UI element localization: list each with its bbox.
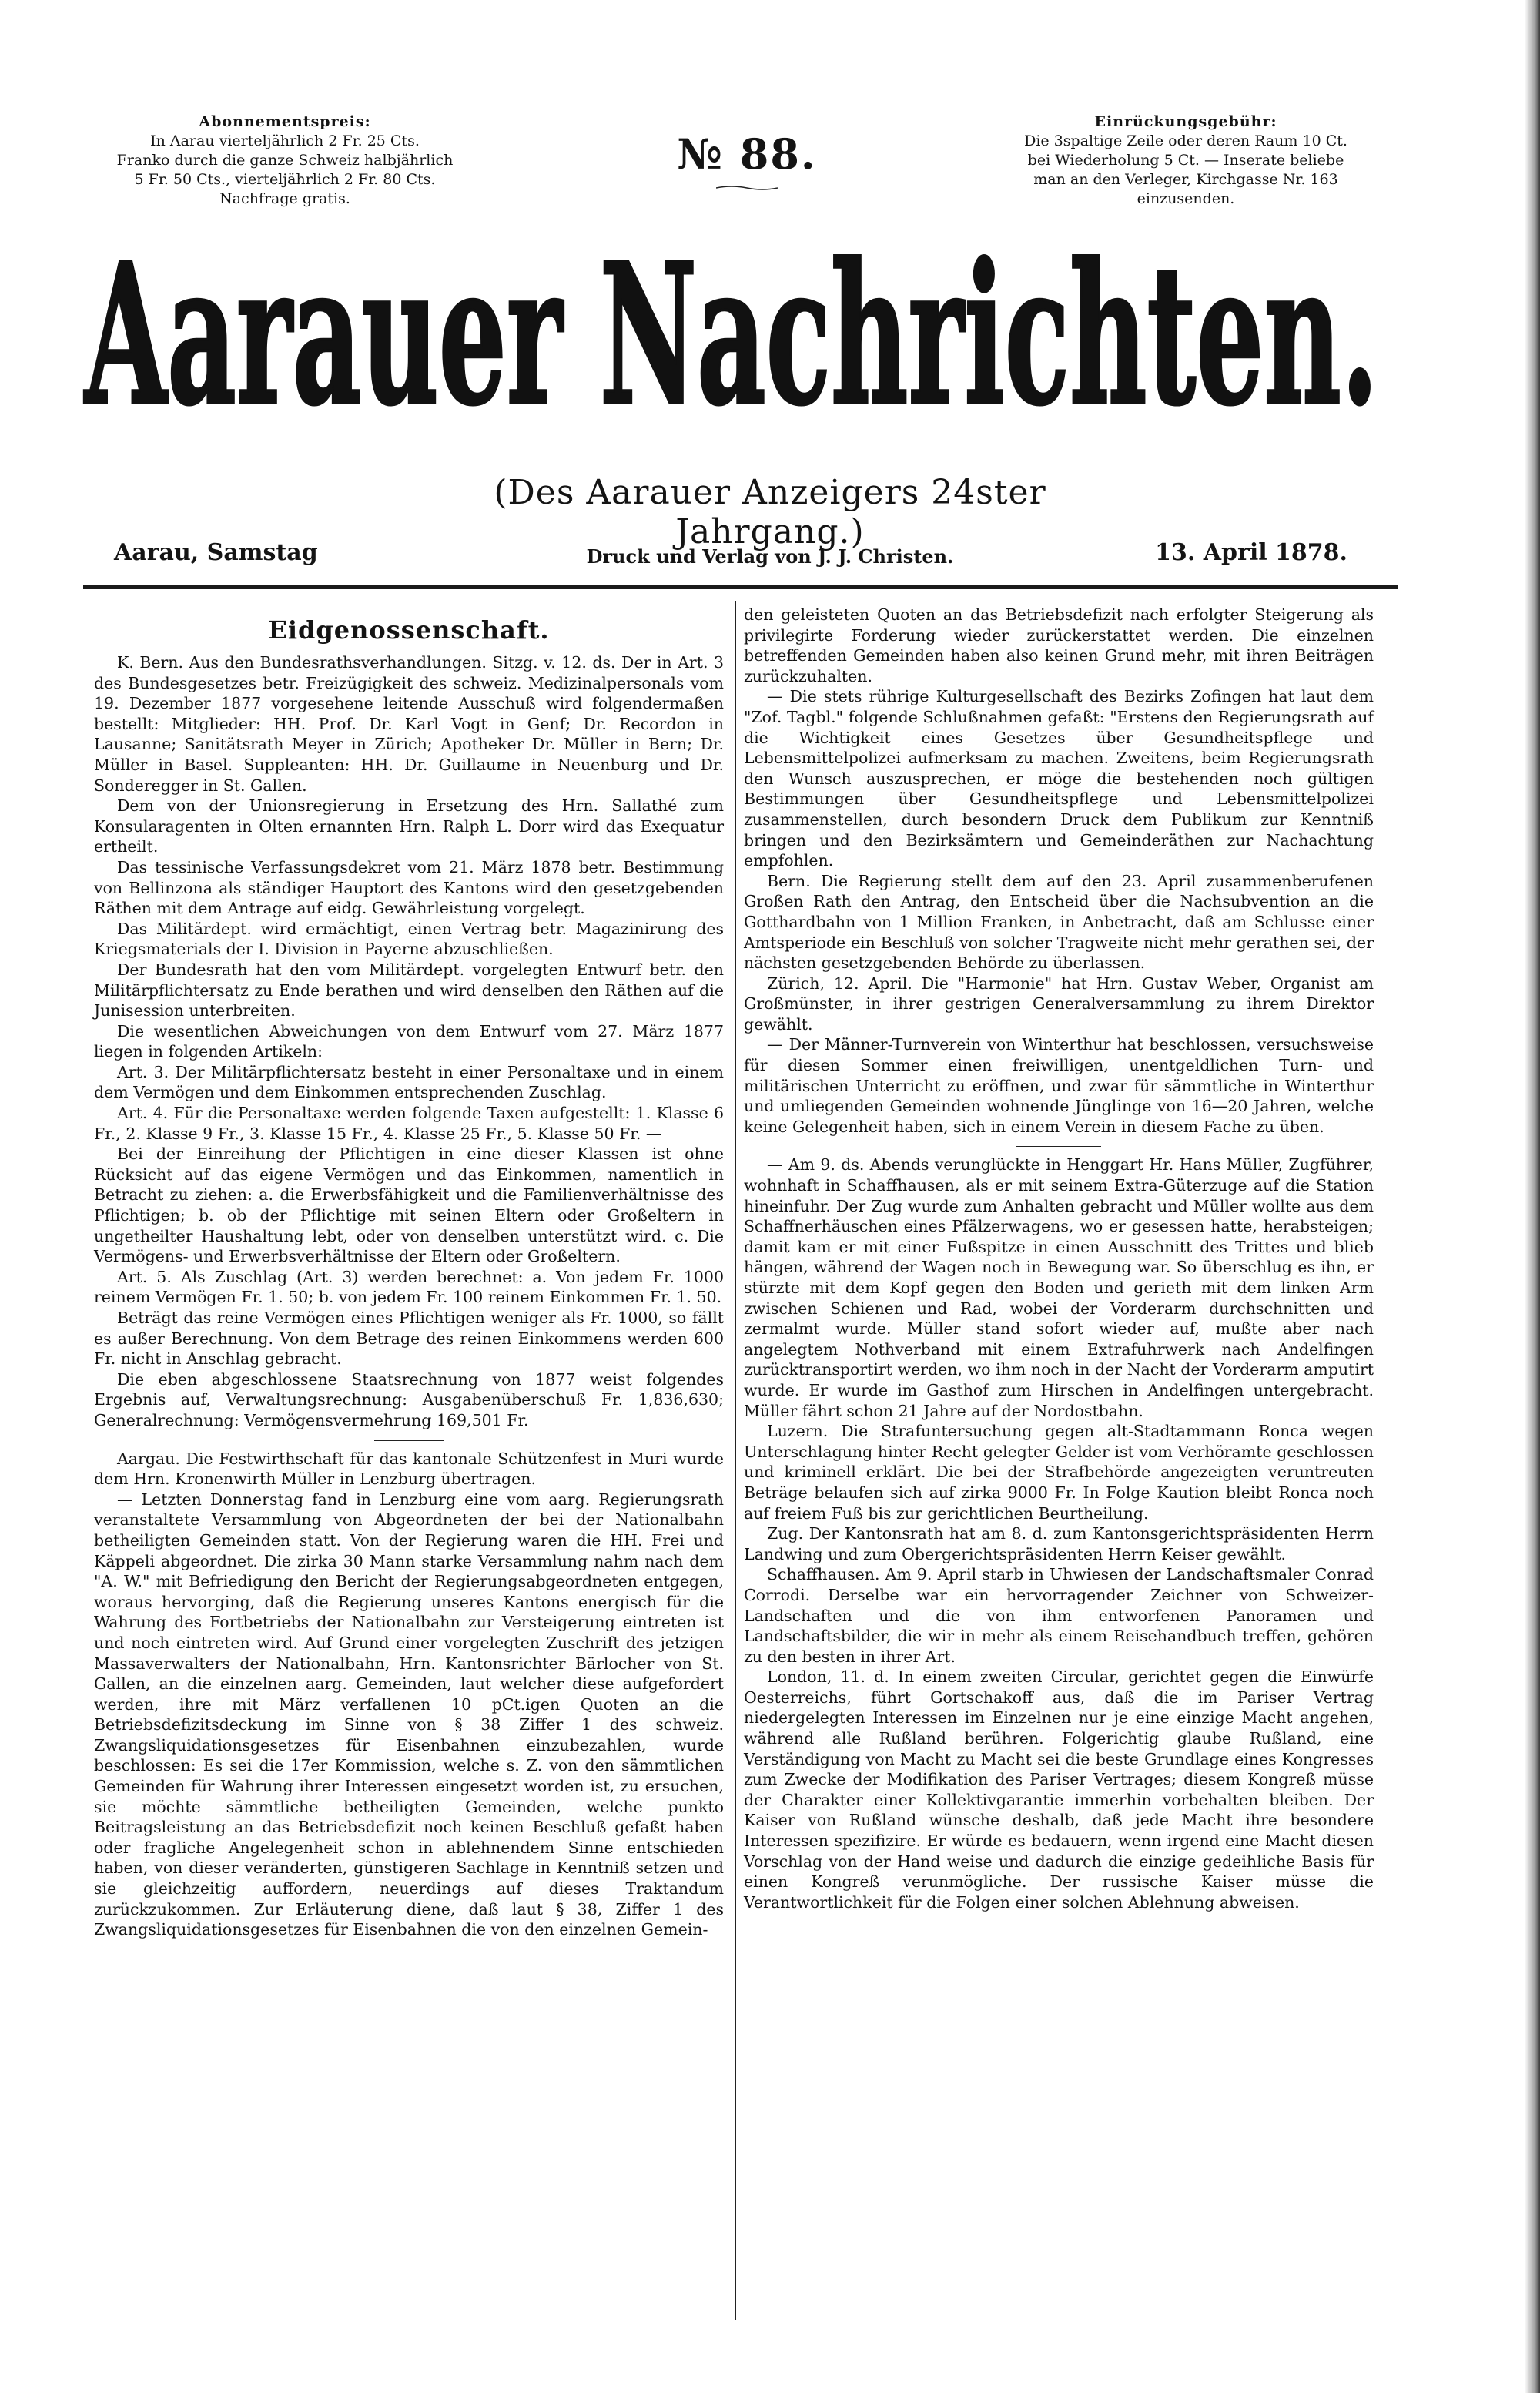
article-paragraph: Das Militärdept. wird ermächtigt, einen Vertrag betr. Magazinirung des Kriegsmaterials der I. Division in Payerne abzuschließen.: [94, 919, 724, 959]
printer-line: Druck und Verlag von J. J. Christen.: [586, 545, 954, 568]
article-paragraph: Zug. Der Kantonsrath hat am 8. d. zum Kantonsgerichtspräsidenten Herrn Landwing und zum Obergerichtspräsidenten Herrn Keiser gewählt.: [744, 1524, 1374, 1563]
issue-date: 13. April 1878.: [1155, 539, 1348, 566]
insertion-line: Die 3spaltige Zeile oder deren Raum 10 Ct.: [1024, 132, 1348, 149]
insertion-line: man an den Verleger, Kirchgasse Nr. 163: [1033, 171, 1338, 188]
place-day: Aarau, Samstag: [114, 539, 318, 566]
article-paragraph: Beträgt das reine Vermögen eines Pflichtigen weniger als Fr. 1000, so fällt es außer Berechnung. Von dem Betrage des reinen Einkommens werden 600 Fr. nicht in Anschlag gebracht.: [94, 1309, 724, 1369]
subscription-line: Nachfrage gratis.: [219, 190, 350, 207]
article-paragraph: London, 11. d. In einem zweiten Circular, gerichtet gegen die Einwürfe Oesterreichs, führt Gortschakoff aus, daß die im Pariser Vertrag niedergelegten Interessen im Einzelnen nur je eine einzige Macht angehen, während alle Rußland berühren. Folgerichtig glaube Rußland, eine Verständigung von Macht zu Macht sei die beste Grundlage eines Kongresses zum Zwecke der Modifikation des Pariser Vertrages; diesem Kongreß müsse der Charakter einer Kollektivgarantie immerhin vorbehalten bleiben. Der Kaiser von Rußland wünsche deshalb, daß jede Macht ihre besondere Interessen spezifizire. Er würde es bedauern, wenn irgend eine Macht diesen Vorschlag von der Hand weise und dadurch die einzige gedeihliche Basis für einen Kongreß verunmögliche. Der russische Kaiser müsse die Verantwortlichkeit für die Folgen einer solchen Ablehnung abweisen.: [744, 1667, 1374, 1912]
insertion-heading: Einrückungsgebühr:: [1094, 113, 1277, 130]
article-paragraph: — Letzten Donnerstag fand in Lenzburg eine vom aarg. Regierungsrath veranstaltete Versammlung von Abgeordneten der bei der Nationalbahn betheiligten Gemeinden statt. Von der Regierung waren die HH. Frei und Käppeli abgeordnet. Die zirka 30 Mann starke Versammlung nahm nach dem "A. W." mit Befriedigung den Bericht der Regierungsabgeordneten entgegen, woraus hervorging, daß die Regierung unseres Kantons energisch für die Wahrung des Fortbetriebs der Nationalbahn zur Versteigerung eintreten ist und noch eintreten wird. Auf Grund einer vorgelegten Zuschrift des jetzigen Massaverwalters der Nationalbahn, Hrn. Kantonsrichter Bärlocher von St. Gallen, an die einzelnen aarg. Gemeinden, laut welcher diese aufgefordert werden, ihre mit März verfallenen 10 pCt.igen Quoten an die Betriebsdefizitsdeckung im Sinne von § 38 Ziffer 1 des schweiz. Zwangsliquidationsgesetzes für Eisenbahnen einzubezahlen, wurde beschlossen: Es sei die 17er Kommission, welche s. Z. von den sämmtlichen Gemeinden für Wahrung ihrer Interessen eingesetzt worden ist, zu ersuchen, sie möchte sämmtliche betheiligten Gemeinden, welche punkto Beitragsleistung an das Betriebsdefizit noch keinen Beschluß gefaßt haben oder fragliche Angelegenheit schon in ablehnendem Sinne entschieden haben, von dieser veränderten, günstigeren Sachlage in Kenntniß setzen und sie gleichzeitig auffordern, neuerdings auf dieses Traktandum zurückzukommen. Zur Erläuterung diene, daß laut § 38, Ziffer 1 des Zwangsliquidationsgesetzes für Eisenbahnen die von den einzelnen Gemein-: [94, 1490, 724, 1939]
right-column: [744, 605, 1374, 1912]
subscription-line: 5 Fr. 50 Cts., vierteljährlich 2 Fr. 80 Cts.: [134, 171, 436, 188]
article-paragraph: Dem von der Unionsregierung in Ersetzung des Hrn. Sallathé zum Konsularagenten in Olten ernannten Hrn. Ralph L. Dorr wird das Exequatur ertheilt.: [94, 796, 724, 856]
article-paragraph: Bei der Einreihung der Pflichtigen in eine dieser Klassen ist ohne Rücksicht auf das eigene Vermögen und das Einkommen, namentlich in Betracht zu ziehen: a. die Erwerbsfähigkeit und die Familienverhältnisse des Pflichtigen; b. ob der Pflichtige mit seinen Eltern oder Großeltern in ungetheilter Haushaltung lebt, oder von denselben unterstützt wird. c. Die Vermögens- und Erwerbsverhältnisse der Eltern oder Großeltern.: [94, 1145, 724, 1266]
article-paragraph: Der Bundesrath hat den vom Militärdept. vorgelegten Entwurf betr. den Militärpflichtersatz zu Ende berathen und wird denselben den Räthen auf die Junisession unterbreiten.: [94, 960, 724, 1021]
insertion-line: bei Wiederholung 5 Ct. — Inserate beliebe: [1027, 152, 1344, 169]
separator: [1016, 1146, 1101, 1147]
article-paragraph: Die eben abgeschlossene Staatsrechnung von 1877 weist folgendes Ergebnis auf, Verwaltungsrechnung: Ausgabenüberschuß Fr. 1,836,630; Generalrechnung: Vermögensvermehrung 169,501 Fr.: [94, 1369, 724, 1429]
column-divider: [735, 601, 736, 2320]
page-edge-shadow: [1525, 0, 1540, 2393]
subtitle: (Des Aarauer Anzeigers 24ster Jahrgang.): [494, 473, 1046, 551]
insertion-line: einzusenden.: [1137, 190, 1235, 207]
section-title: Eidgenossenschaft.: [268, 615, 550, 645]
article-paragraph: Zürich, 12. April. Die "Harmonie" hat Hrn. Gustav Weber, Organist am Großmünster, in ihrer gestrigen Generalversammlung zu ihrem Direktor gewählt.: [744, 974, 1374, 1034]
separator: [374, 1440, 444, 1441]
article-paragraph: Bern. Die Regierung stellt dem auf den 23. April zusammenberufenen Großen Rath den Antrag, den Entscheid über die Nachsubvention an die Gotthardbahn von 1 Million Franken, in Anbetracht, daß am Schlusse einer Amtsperiode ein Beschluß von solcher Tragweite nicht mehr gerathen sei, der nächsten gesetzgebenden Behörde zu überlassen.: [744, 871, 1374, 973]
article-paragraph: — Am 9. ds. Abends verunglückte in Henggart Hr. Hans Müller, Zugführer, wohnhaft in Schaffhausen, als er mit seinem Extra-Güterzuge auf die Station hineinfuhr. Der Zug wurde zum Anhalten gebracht und Müller wollte aus dem Schaffnerhäuschen eines Pfälzerwagens, wo er gesessen hatte, herabsteigen; damit kam er mit einer Fußspitze in einen Ausschnitt des Trittes und blieb hängen, während der Wagen noch in Bewegung war. So überschlug es ihn, er stürzte mit dem Kopf gegen den Boden und gerieth mit dem linken Arm zwischen Schienen und Rad, wobei der Vorderarm durchschnitten und zermalmt wurde. Müller stand sofort wieder auf, mußte aber nach angelegtem Nothverband mit einem Extrafuhrwerk nach Andelfingen zurücktransportirt werden, wo ihm noch in der Nacht der Vorderarm amputirt wurde. Er wurde im Gasthof zum Hirschen in Andelfingen untergebracht. Müller fährt schon 21 Jahre auf der Nordostbahn.: [744, 1155, 1374, 1420]
article-paragraph: Art. 3. Der Militärpflichtersatz besteht in einer Personaltaxe und in einem dem Vermögen und dem Einkommen entsprechenden Zuschlag.: [94, 1062, 724, 1102]
header-rule: [83, 585, 1398, 589]
article-paragraph: Die wesentlichen Abweichungen von dem Entwurf vom 27. März 1877 liegen in folgenden Artikeln:: [94, 1021, 724, 1061]
masthead: [77, 225, 1386, 456]
article-paragraph: — Der Männer-Turnverein von Winterthur hat beschlossen, versuchsweise für diesen Sommer einen freiwilligen, unentgeldlichen Turn- und militärischen Unterricht zu eröffnen, und zwar für sämmtliche in Winterthur und umliegenden Gemeinden wohnende Jünglinge von 16—20 Jahren, welche keine Gelegenheit haben, sich in einem Verein in diesem Fache zu üben.: [744, 1035, 1374, 1136]
article-paragraph: Art. 4. Für die Personaltaxe werden folgende Taxen aufgestellt: 1. Klasse 6 Fr., 2. Klasse 9 Fr., 3. Klasse 15 Fr., 4. Klasse 25 Fr., 5. Klasse 50 Fr. —: [94, 1104, 724, 1143]
article-paragraph: Das tessinische Verfassungsdekret vom 21. März 1878 betr. Bestimmung von Bellinzona als ständiger Hauptort des Kantons wird den gesetzgebenden Räthen mit dem Antrage auf eidg. Gewährleistung vorgelegt.: [94, 857, 724, 918]
article-paragraph: den geleisteten Quoten an das Betriebsdefizit nach erfolgter Steigerung als privilegirte Forderung wieder zurückerstattet werden. Die einzelnen betreffenden Gemeinden haben also keinen Grund mehr, mit ihren Beiträgen zurückzuhalten.: [744, 605, 1374, 685]
masthead-title: Aarauer Nachrichten.: [83, 225, 1378, 447]
insertion-fee-box: [1001, 112, 1371, 209]
article-paragraph: — Die stets rührige Kulturgesellschaft des Bezirks Zofingen hat laut dem "Zof. Tagbl." folgende Schlußnahmen gefaßt: "Erstens den Regierungsrath auf die Wichtigkeit eines Gesetzes über Gesundheitspflege und Lebensmittelpolizei aufmerksam zu machen. Zweitens, beim Regierungsrath den Wunsch auszusprechen, er möge die bestehenden noch gültigen Bestimmungen über Gesundheitspflege und Lebensmittelpolizei zusammenstellen, durch besondern Druck dem Publikum zur Kenntniß bringen und den Bezirksämtern und Gemeinderäthen zur Nachachtung empfohlen.: [744, 687, 1374, 870]
issue-number: № 88.: [677, 129, 817, 179]
subscription-line: In Aarau vierteljährlich 2 Fr. 25 Cts.: [150, 132, 420, 149]
article-paragraph: Aargau. Die Festwirthschaft für das kantonale Schützenfest in Muri wurde dem Hrn. Kronenwirth Müller in Lenzburg übertragen.: [94, 1449, 724, 1489]
subscription-line: Franko durch die ganze Schweiz halbjährlich: [116, 152, 454, 169]
article-paragraph: Schaffhausen. Am 9. April starb in Uhwiesen der Landschaftsmaler Conrad Corrodi. Derselbe war ein hervorragender Zeichner von Schweizer-Landschaften und die von ihm entworfenen Panoramen und Landschaftsbilder, die wir in mehr als einem Reisehandbuch treffen, gehören zu den besten in ihrer Art.: [744, 1565, 1374, 1666]
article-paragraph: Luzern. Die Strafuntersuchung gegen alt-Stadtammann Ronca wegen Unterschlagung hinter Recht gelegter Gelder ist vom Verhöramte geschlossen und kriminell erklärt. Die bei der Strafbehörde angezeigten veruntreuten Beträge belaufen sich auf zirka 9000 Fr. In Folge Kaution bleibt Ronca noch auf freiem Fuß bis zur gerichtlichen Beurtheilung.: [744, 1422, 1374, 1523]
article-paragraph: Art. 5. Als Zuschlag (Art. 3) werden berechnet: a. Von jedem Fr. 1000 reinem Vermögen Fr. 1. 50; b. von jedem Fr. 100 reinem Einkommen Fr. 1. 50.: [94, 1267, 724, 1307]
left-column: [94, 605, 724, 1940]
article-paragraph: K. Bern. Aus den Bundesrathsverhandlungen. Sitzg. v. 12. ds. Der in Art. 3 des Bundesgesetzes betr. Freizügigkeit des schweiz. Medizinalpersonals vom 19. Dezember 1877 vorgesehene leitende Ausschuß wird folgendermaßen bestellt: Mitglieder: HH. Prof. Dr. Karl Vogt in Genf; Dr. Recordon in Lausanne; Sanitätsrath Meyer in Zürich; Apotheker Dr. Müller in Bern; Dr. Müller in Basel. Suppleanten: HH. Dr. Guillaume in Neuenburg und Dr. Sonderegger in St. Gallen.: [94, 653, 724, 795]
ornament-icon: [716, 185, 778, 191]
subscription-price-box: [85, 112, 485, 209]
subscription-heading: Abonnementspreis:: [199, 113, 371, 130]
